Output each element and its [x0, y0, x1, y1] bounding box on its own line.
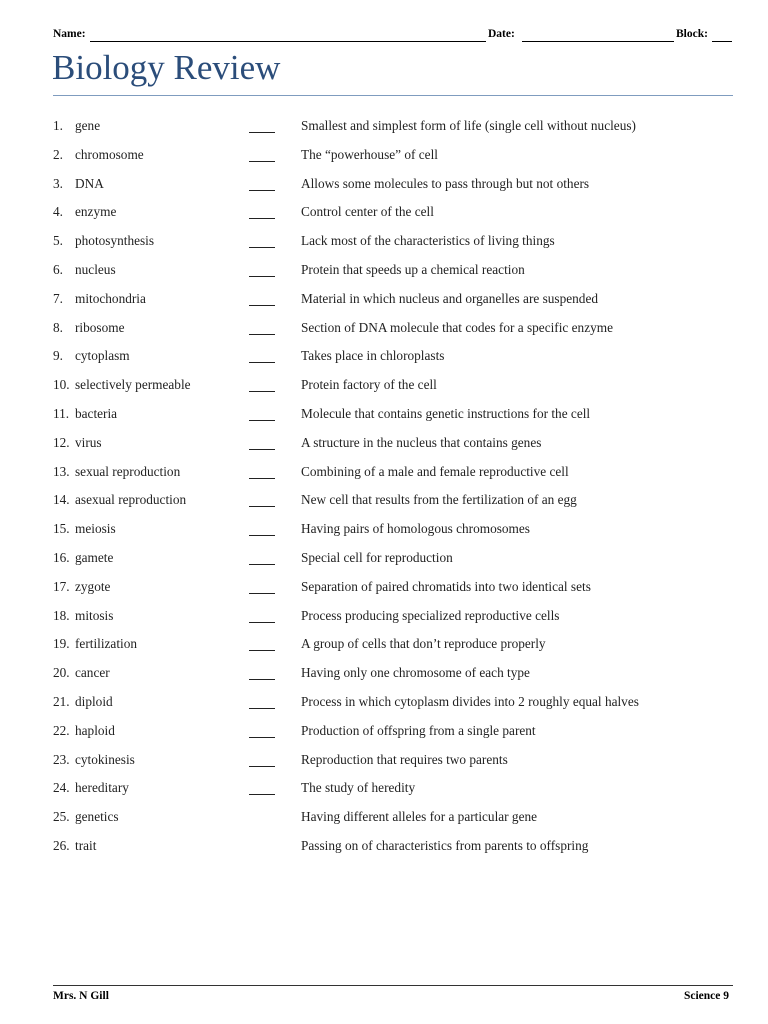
item-definition: A group of cells that don’t reproduce properly [301, 636, 546, 652]
list-item [53, 486, 733, 515]
item-term: mitosis [75, 607, 114, 623]
page-title: Biology Review [52, 48, 281, 87]
item-term: asexual reproduction [75, 492, 187, 508]
list-item [53, 342, 733, 371]
list-item [53, 314, 733, 343]
answer-blank[interactable] [249, 679, 275, 680]
date-label: Date: [488, 28, 515, 40]
list-item [53, 227, 733, 256]
item-term: virus [75, 434, 102, 450]
list-item [53, 429, 733, 458]
item-number: 25. [53, 809, 70, 825]
list-item [53, 141, 733, 170]
list-item [53, 170, 733, 199]
worksheet-header [53, 28, 733, 46]
item-definition: Production of offspring from a single parent [301, 722, 536, 738]
footer-divider [53, 985, 733, 986]
item-number: 11. [53, 405, 70, 421]
list-item [53, 717, 733, 746]
list-item [53, 630, 733, 659]
item-number: 10. [53, 377, 70, 393]
answer-blank[interactable] [249, 132, 275, 133]
item-number: 9. [53, 348, 63, 364]
list-item [53, 659, 733, 688]
item-number: 2. [53, 146, 63, 162]
item-definition: Allows some molecules to pass through but not others [301, 175, 590, 191]
answer-blank[interactable] [249, 766, 275, 767]
item-number: 5. [53, 233, 63, 249]
item-term: bacteria [75, 405, 118, 421]
item-term: meiosis [75, 521, 116, 537]
item-number: 19. [53, 636, 70, 652]
name-field-line[interactable] [90, 41, 486, 42]
list-item [53, 112, 733, 141]
item-number: 20. [53, 665, 70, 681]
item-definition: Process producing specialized reproductive cells [301, 607, 560, 623]
item-definition: New cell that results from the fertilization of an egg [301, 492, 577, 508]
answer-blank[interactable] [249, 161, 275, 162]
item-definition: Control center of the cell [301, 204, 434, 220]
block-field-line[interactable] [712, 41, 732, 42]
item-definition: The study of heredity [301, 780, 416, 796]
item-definition: Special cell for reproduction [301, 549, 453, 565]
item-term: mitochondria [75, 290, 146, 306]
item-term: hereditary [75, 780, 129, 796]
answer-blank[interactable] [249, 535, 275, 536]
item-number: 6. [53, 261, 63, 277]
answer-blank[interactable] [249, 708, 275, 709]
answer-blank[interactable] [249, 478, 275, 479]
answer-blank[interactable] [249, 449, 275, 450]
item-term: ribosome [75, 319, 125, 335]
item-number: 12. [53, 434, 70, 450]
footer-teacher: Mrs. N Gill [53, 990, 109, 1002]
list-item [53, 198, 733, 227]
list-item [53, 746, 733, 775]
list-item [53, 573, 733, 602]
answer-blank[interactable] [249, 276, 275, 277]
item-number: 8. [53, 319, 63, 335]
matching-list [53, 112, 733, 861]
item-term: diploid [75, 693, 113, 709]
item-term: DNA [75, 175, 104, 191]
answer-blank[interactable] [249, 334, 275, 335]
answer-blank[interactable] [249, 650, 275, 651]
item-term: gene [75, 118, 101, 133]
answer-blank[interactable] [249, 506, 275, 507]
answer-blank[interactable] [249, 362, 275, 363]
item-term: chromosome [75, 146, 144, 162]
item-term: selectively permeable [75, 377, 191, 393]
answer-blank[interactable] [249, 218, 275, 219]
list-item [53, 400, 733, 429]
item-term: cancer [75, 665, 110, 681]
item-definition: Molecule that contains genetic instructions for the cell [301, 405, 591, 421]
item-definition: Having only one chromosome of each type [301, 665, 530, 681]
list-item [53, 285, 733, 314]
item-definition: Lack most of the characteristics of living things [301, 233, 555, 249]
item-term: trait [75, 837, 97, 853]
list-item [53, 515, 733, 544]
list-item [53, 458, 733, 487]
item-number: 24. [53, 780, 70, 796]
answer-blank[interactable] [249, 622, 275, 623]
footer-course: Science 9 [683, 990, 729, 1002]
item-definition: Process in which cytoplasm divides into 2 roughly equal halves [301, 693, 639, 709]
item-term: fertilization [75, 636, 138, 652]
item-term: enzyme [75, 204, 117, 220]
item-term: cytoplasm [75, 348, 130, 364]
item-number: 14. [53, 492, 70, 508]
date-field-line[interactable] [522, 41, 674, 42]
item-term: sexual reproduction [75, 463, 181, 479]
answer-blank[interactable] [249, 420, 275, 421]
answer-blank[interactable] [249, 794, 275, 795]
item-definition: The “powerhouse” of cell [301, 146, 438, 162]
item-definition: Reproduction that requires two parents [301, 751, 508, 767]
item-definition: Protein factory of the cell [301, 377, 437, 393]
item-number: 22. [53, 722, 70, 738]
item-definition: Protein that speeds up a chemical reaction [301, 261, 525, 277]
list-item [53, 832, 733, 861]
item-number: 15. [53, 521, 70, 537]
item-number: 23. [53, 751, 70, 767]
list-item [53, 602, 733, 631]
name-label: Name: [53, 28, 86, 40]
answer-blank[interactable] [249, 593, 275, 594]
item-number: 21. [53, 693, 70, 709]
item-definition: Passing on of characteristics from parents to offspring [301, 837, 589, 853]
list-item [53, 774, 733, 803]
item-number: 3. [53, 175, 63, 191]
item-term: cytokinesis [75, 751, 135, 767]
item-number: 4. [53, 204, 63, 220]
item-term: haploid [75, 722, 115, 738]
list-item [53, 544, 733, 573]
list-item [53, 688, 733, 717]
answer-blank[interactable] [249, 564, 275, 565]
item-definition: Section of DNA molecule that codes for a specific enzyme [301, 319, 613, 335]
item-definition: Having pairs of homologous chromosomes [301, 521, 530, 537]
item-definition: A structure in the nucleus that contains genes [301, 434, 542, 450]
answer-blank[interactable] [249, 190, 275, 191]
answer-blank[interactable] [249, 737, 275, 738]
item-number: 1. [53, 118, 63, 133]
item-number: 16. [53, 549, 70, 565]
item-term: genetics [75, 809, 119, 825]
item-definition: Material in which nucleus and organelles are suspended [301, 290, 598, 306]
list-item [53, 371, 733, 400]
answer-blank[interactable] [249, 305, 275, 306]
item-number: 17. [53, 578, 70, 594]
item-definition: Having different alleles for a particular gene [301, 809, 538, 825]
item-number: 18. [53, 607, 70, 623]
item-definition: Takes place in chloroplasts [301, 348, 445, 364]
item-term: zygote [75, 578, 111, 594]
title-divider [53, 95, 733, 96]
block-label: Block: [676, 28, 708, 40]
item-definition: Combining of a male and female reproductive cell [301, 463, 569, 479]
answer-blank[interactable] [249, 391, 275, 392]
list-item [53, 256, 733, 285]
item-number: 26. [53, 837, 70, 853]
item-term: nucleus [75, 261, 116, 277]
item-term: gamete [75, 549, 114, 565]
item-definition: Separation of paired chromatids into two identical sets [301, 578, 591, 594]
item-definition: Smallest and simplest form of life (single cell without nucleus) [301, 118, 636, 133]
item-number: 7. [53, 290, 63, 306]
list-item [53, 803, 733, 832]
answer-blank[interactable] [249, 247, 275, 248]
item-term: photosynthesis [75, 233, 155, 249]
item-number: 13. [53, 463, 70, 479]
